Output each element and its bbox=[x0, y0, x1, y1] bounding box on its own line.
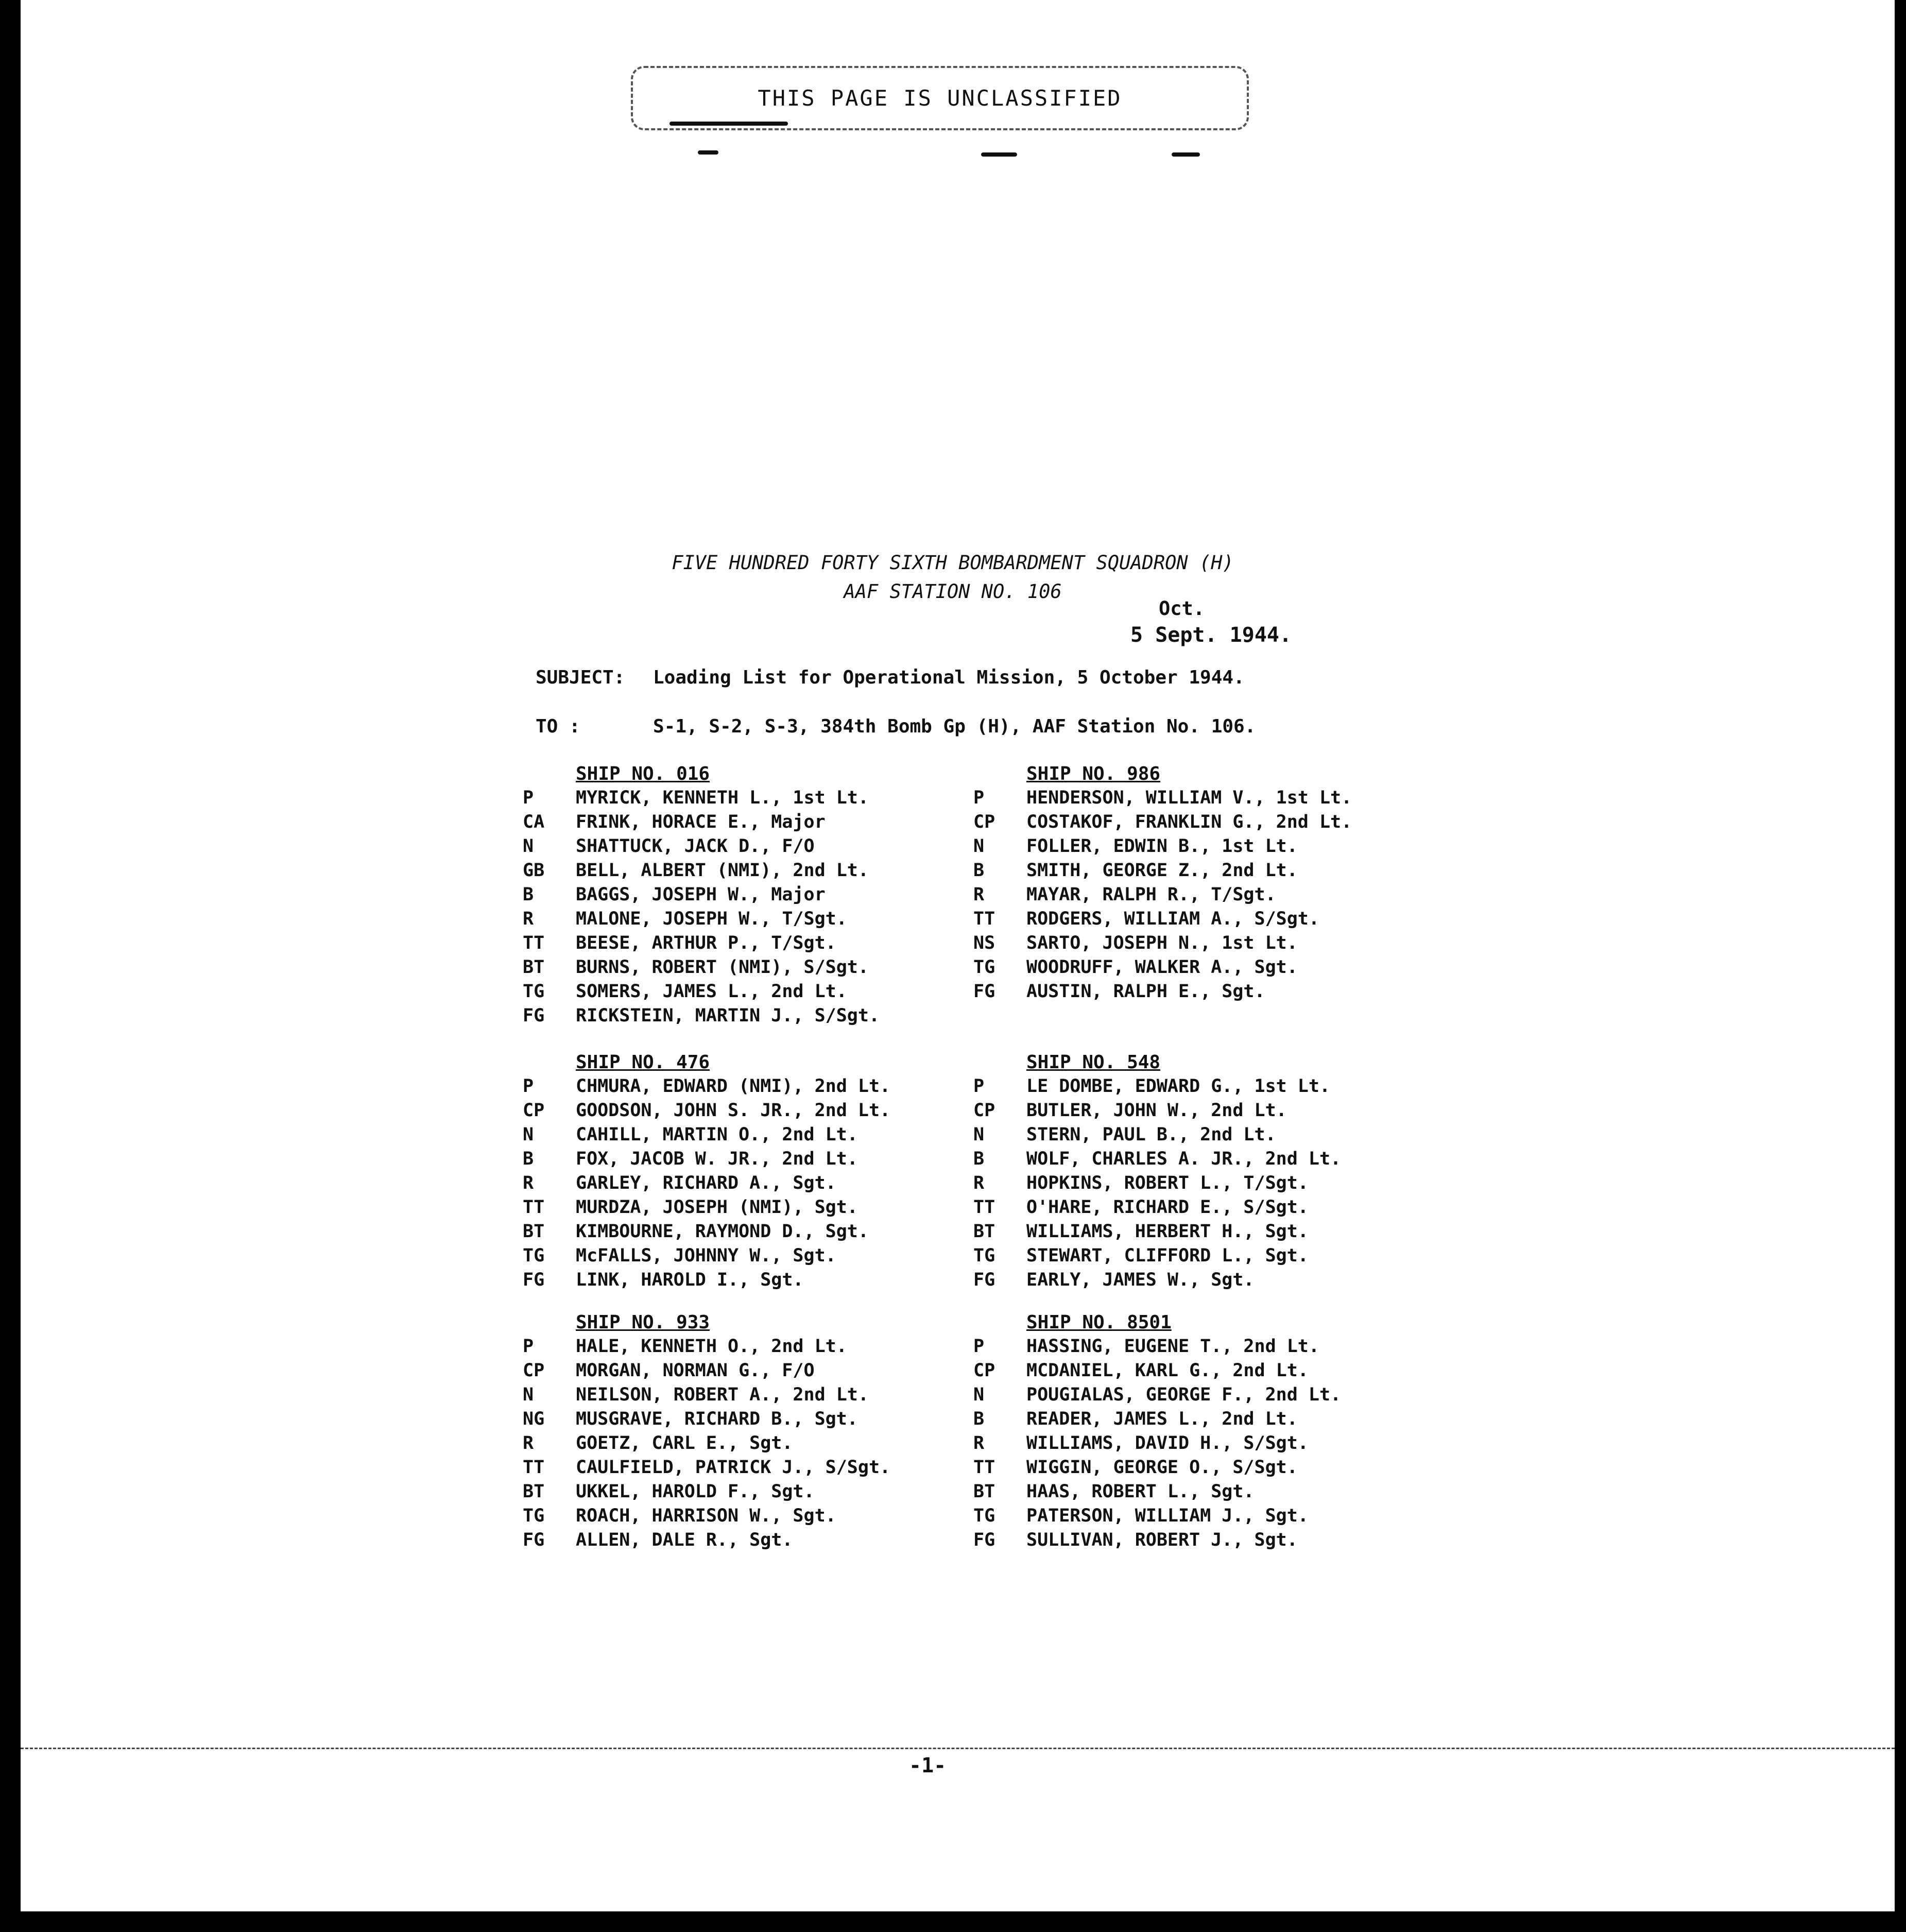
crew-member-name: McFALLS, JOHNNY W., Sgt. bbox=[576, 1245, 836, 1266]
crew-member-name: RODGERS, WILLIAM A., S/Sgt. bbox=[1026, 909, 1319, 929]
crew-position: FG bbox=[973, 981, 995, 1002]
crew-row bbox=[973, 980, 1365, 1004]
date-correction: Oct. bbox=[1159, 597, 1205, 620]
ship-block bbox=[973, 1311, 1365, 1552]
crew-row bbox=[523, 1359, 914, 1383]
crew-position: R bbox=[523, 1433, 534, 1454]
crew-position: TG bbox=[973, 957, 995, 978]
crew-member-name: HASSING, EUGENE T., 2nd Lt. bbox=[1026, 1336, 1319, 1357]
crew-position: CP bbox=[973, 1100, 995, 1121]
crew-position: N bbox=[973, 1384, 985, 1405]
crew-row bbox=[973, 931, 1365, 955]
crew-position: R bbox=[973, 1433, 985, 1454]
document-header bbox=[659, 549, 1246, 606]
crew-row bbox=[973, 1504, 1365, 1528]
crew-position: TT bbox=[523, 1197, 545, 1218]
crew-member-name: EARLY, JAMES W., Sgt. bbox=[1026, 1270, 1255, 1290]
crew-member-name: RICKSTEIN, MARTIN J., S/Sgt. bbox=[576, 1005, 880, 1026]
crew-member-name: MAYAR, RALPH R., T/Sgt. bbox=[1026, 884, 1276, 905]
crew-position: BT bbox=[973, 1481, 995, 1502]
crew-member-name: GOETZ, CARL E., Sgt. bbox=[576, 1433, 793, 1454]
crew-position: TT bbox=[973, 1457, 995, 1478]
crew-position: CP bbox=[973, 812, 995, 832]
crew-row bbox=[973, 786, 1365, 810]
crew-row bbox=[523, 1195, 914, 1220]
crew-position: BT bbox=[973, 1221, 995, 1242]
crew-row bbox=[523, 1335, 914, 1359]
crew-position: FG bbox=[523, 1530, 545, 1550]
crew-member-name: FOX, JACOB W. JR., 2nd Lt. bbox=[576, 1149, 858, 1169]
crew-member-name: WILLIAMS, HERBERT H., Sgt. bbox=[1026, 1221, 1309, 1242]
crew-member-name: ROACH, HARRISON W., Sgt. bbox=[576, 1506, 836, 1526]
crew-row bbox=[973, 955, 1365, 980]
crew-position: TG bbox=[973, 1506, 995, 1526]
crew-member-name: HOPKINS, ROBERT L., T/Sgt. bbox=[1026, 1173, 1309, 1193]
crew-position: N bbox=[523, 836, 534, 857]
scan-border-left bbox=[0, 0, 21, 1932]
crew-position: FG bbox=[973, 1530, 995, 1550]
crew-member-name: PATERSON, WILLIAM J., Sgt. bbox=[1026, 1506, 1309, 1526]
crew-position: B bbox=[973, 1149, 985, 1169]
crew-position: TT bbox=[973, 1197, 995, 1218]
crew-position: CP bbox=[523, 1100, 545, 1121]
crew-member-name: STERN, PAUL B., 2nd Lt. bbox=[1026, 1124, 1276, 1145]
crew-row bbox=[973, 883, 1365, 907]
crew-row bbox=[523, 907, 914, 931]
crew-row bbox=[523, 834, 914, 859]
crew-member-name: SHATTUCK, JACK D., F/O bbox=[576, 836, 815, 857]
ship-number: SHIP NO. 016 bbox=[576, 763, 710, 784]
to-line bbox=[536, 716, 1256, 737]
crew-row bbox=[973, 1383, 1365, 1407]
crew-member-name: MURDZA, JOSEPH (NMI), Sgt. bbox=[576, 1197, 858, 1218]
crew-row bbox=[523, 1480, 914, 1504]
crew-member-name: MORGAN, NORMAN G., F/O bbox=[576, 1360, 815, 1381]
crew-position: TG bbox=[523, 1245, 545, 1266]
crew-position: B bbox=[973, 1409, 985, 1429]
footer-divider bbox=[21, 1748, 1895, 1749]
ship-block bbox=[523, 1311, 914, 1552]
crew-row bbox=[523, 1123, 914, 1147]
crew-row bbox=[973, 1528, 1365, 1552]
crew-row bbox=[523, 859, 914, 883]
ship-number: SHIP NO. 986 bbox=[1026, 763, 1161, 784]
crew-row bbox=[523, 1504, 914, 1528]
crew-member-name: UKKEL, HAROLD F., Sgt. bbox=[576, 1481, 815, 1502]
crew-position: FG bbox=[973, 1270, 995, 1290]
station-name: AAF STATION NO. 106 bbox=[844, 580, 1062, 603]
crew-position: BT bbox=[523, 1221, 545, 1242]
crew-position: R bbox=[523, 909, 534, 929]
crew-position: TT bbox=[973, 909, 995, 929]
crew-position: CP bbox=[973, 1360, 995, 1381]
crew-row bbox=[973, 1268, 1365, 1292]
crew-row bbox=[523, 1431, 914, 1456]
crew-member-name: SMITH, GEORGE Z., 2nd Lt. bbox=[1026, 860, 1298, 881]
crew-member-name: WOLF, CHARLES A. JR., 2nd Lt. bbox=[1026, 1149, 1342, 1169]
crew-row bbox=[973, 1335, 1365, 1359]
crew-position: N bbox=[523, 1384, 534, 1405]
crew-member-name: CAULFIELD, PATRICK J., S/Sgt. bbox=[576, 1457, 891, 1478]
page-number: -1- bbox=[909, 1754, 947, 1777]
crew-member-name: GOODSON, JOHN S. JR., 2nd Lt. bbox=[576, 1100, 891, 1121]
crew-position: TG bbox=[523, 981, 545, 1002]
crew-position: N bbox=[973, 1124, 985, 1145]
crew-row bbox=[973, 834, 1365, 859]
crew-row bbox=[523, 1004, 914, 1028]
crew-row bbox=[973, 1480, 1365, 1504]
scan-border-right bbox=[1895, 0, 1906, 1932]
crew-member-name: BUTLER, JOHN W., 2nd Lt. bbox=[1026, 1100, 1287, 1121]
crew-member-name: MYRICK, KENNETH L., 1st Lt. bbox=[576, 788, 869, 808]
crew-row bbox=[523, 1383, 914, 1407]
crew-row bbox=[523, 1268, 914, 1292]
crew-position: R bbox=[973, 884, 985, 905]
crew-position: P bbox=[523, 1336, 534, 1357]
crew-member-name: HENDERSON, WILLIAM V., 1st Lt. bbox=[1026, 788, 1352, 808]
ship-number: SHIP NO. 933 bbox=[576, 1312, 710, 1333]
ship-block bbox=[973, 1051, 1365, 1292]
ship-number: SHIP NO. 476 bbox=[576, 1052, 710, 1073]
crew-row bbox=[523, 931, 914, 955]
ship-block bbox=[523, 762, 914, 1028]
crew-position: TT bbox=[523, 933, 545, 953]
crew-row bbox=[973, 859, 1365, 883]
ink-smudge bbox=[698, 150, 718, 155]
crew-member-name: O'HARE, RICHARD E., S/Sgt. bbox=[1026, 1197, 1309, 1218]
ink-smudge bbox=[981, 152, 1017, 157]
crew-position: P bbox=[973, 788, 985, 808]
crew-row bbox=[973, 1147, 1365, 1171]
crew-member-name: POUGIALAS, GEORGE F., 2nd Lt. bbox=[1026, 1384, 1342, 1405]
crew-member-name: LINK, HAROLD I., Sgt. bbox=[576, 1270, 804, 1290]
crew-position: FG bbox=[523, 1270, 545, 1290]
crew-member-name: FOLLER, EDWIN B., 1st Lt. bbox=[1026, 836, 1298, 857]
ship-block bbox=[973, 762, 1365, 1004]
crew-member-name: MUSGRAVE, RICHARD B., Sgt. bbox=[576, 1409, 858, 1429]
crew-position: FG bbox=[523, 1005, 545, 1026]
crew-row bbox=[973, 907, 1365, 931]
crew-member-name: BAGGS, JOSEPH W., Major bbox=[576, 884, 826, 905]
crew-row bbox=[523, 1147, 914, 1171]
crew-row bbox=[973, 1431, 1365, 1456]
crew-position: P bbox=[523, 788, 534, 808]
crew-row bbox=[523, 883, 914, 907]
crew-member-name: NEILSON, ROBERT A., 2nd Lt. bbox=[576, 1384, 869, 1405]
crew-position: NS bbox=[973, 933, 995, 953]
crew-row bbox=[523, 980, 914, 1004]
crew-row bbox=[523, 1528, 914, 1552]
ship-block bbox=[523, 1051, 914, 1292]
crew-row bbox=[523, 1171, 914, 1195]
crew-position: CP bbox=[523, 1360, 545, 1381]
crew-row bbox=[973, 1171, 1365, 1195]
crew-row bbox=[973, 1244, 1365, 1268]
ink-smudge bbox=[669, 122, 788, 126]
crew-row bbox=[973, 1074, 1365, 1099]
crew-row bbox=[973, 1456, 1365, 1480]
to-label: TO : bbox=[536, 716, 580, 737]
crew-member-name: HALE, KENNETH O., 2nd Lt. bbox=[576, 1336, 847, 1357]
crew-row bbox=[973, 810, 1365, 834]
crew-row bbox=[973, 1220, 1365, 1244]
crew-row bbox=[523, 1220, 914, 1244]
subject-label: SUBJECT: bbox=[536, 667, 625, 688]
crew-position: NG bbox=[523, 1409, 545, 1429]
crew-position: N bbox=[973, 836, 985, 857]
crew-member-name: LE DOMBE, EDWARD G., 1st Lt. bbox=[1026, 1076, 1331, 1097]
crew-position: BT bbox=[523, 1481, 545, 1502]
crew-member-name: BURNS, ROBERT (NMI), S/Sgt. bbox=[576, 957, 869, 978]
crew-row bbox=[523, 786, 914, 810]
crew-row bbox=[523, 955, 914, 980]
crew-member-name: WIGGIN, GEORGE O., S/Sgt. bbox=[1026, 1457, 1298, 1478]
crew-position: GB bbox=[523, 860, 545, 881]
ink-smudge bbox=[1172, 152, 1200, 157]
crew-position: TG bbox=[523, 1506, 545, 1526]
crew-row bbox=[523, 1456, 914, 1480]
crew-member-name: HAAS, ROBERT L., Sgt. bbox=[1026, 1481, 1255, 1502]
crew-member-name: AUSTIN, RALPH E., Sgt. bbox=[1026, 981, 1265, 1002]
crew-position: TG bbox=[973, 1245, 995, 1266]
crew-member-name: ALLEN, DALE R., Sgt. bbox=[576, 1530, 793, 1550]
crew-member-name: MCDANIEL, KARL G., 2nd Lt. bbox=[1026, 1360, 1309, 1381]
crew-position: TT bbox=[523, 1457, 545, 1478]
squadron-name: FIVE HUNDRED FORTY SIXTH BOMBARDMENT SQUADRON (H) bbox=[672, 552, 1234, 574]
crew-row bbox=[973, 1123, 1365, 1147]
crew-row bbox=[523, 1099, 914, 1123]
classification-stamp bbox=[631, 66, 1249, 130]
crew-row bbox=[523, 810, 914, 834]
subject-text: Loading List for Operational Mission, 5 October 1944. bbox=[653, 667, 1245, 688]
crew-member-name: SOMERS, JAMES L., 2nd Lt. bbox=[576, 981, 847, 1002]
crew-position: N bbox=[523, 1124, 534, 1145]
crew-row bbox=[973, 1407, 1365, 1431]
crew-member-name: KIMBOURNE, RAYMOND D., Sgt. bbox=[576, 1221, 869, 1242]
crew-position: P bbox=[523, 1076, 534, 1097]
crew-position: P bbox=[973, 1076, 985, 1097]
crew-member-name: WOODRUFF, WALKER A., Sgt. bbox=[1026, 957, 1298, 978]
crew-row bbox=[973, 1195, 1365, 1220]
crew-position: R bbox=[973, 1173, 985, 1193]
crew-row bbox=[523, 1407, 914, 1431]
crew-row bbox=[523, 1074, 914, 1099]
crew-member-name: CHMURA, EDWARD (NMI), 2nd Lt. bbox=[576, 1076, 891, 1097]
document-date: 5 Sept. 1944. bbox=[1130, 623, 1292, 647]
crew-position: CA bbox=[523, 812, 545, 832]
crew-member-name: BEESE, ARTHUR P., T/Sgt. bbox=[576, 933, 836, 953]
crew-position: P bbox=[973, 1336, 985, 1357]
crew-member-name: STEWART, CLIFFORD L., Sgt. bbox=[1026, 1245, 1309, 1266]
crew-member-name: MALONE, JOSEPH W., T/Sgt. bbox=[576, 909, 847, 929]
crew-member-name: READER, JAMES L., 2nd Lt. bbox=[1026, 1409, 1298, 1429]
subject-line bbox=[536, 667, 1245, 688]
crew-row bbox=[523, 1244, 914, 1268]
ship-number: SHIP NO. 8501 bbox=[1026, 1312, 1172, 1333]
crew-member-name: GARLEY, RICHARD A., Sgt. bbox=[576, 1173, 836, 1193]
crew-member-name: SARTO, JOSEPH N., 1st Lt. bbox=[1026, 933, 1298, 953]
crew-member-name: FRINK, HORACE E., Major bbox=[576, 812, 826, 832]
crew-member-name: BELL, ALBERT (NMI), 2nd Lt. bbox=[576, 860, 869, 881]
scan-border-bottom bbox=[0, 1911, 1906, 1932]
crew-position: R bbox=[523, 1173, 534, 1193]
crew-position: B bbox=[523, 884, 534, 905]
classification-text: THIS PAGE IS UNCLASSIFIED bbox=[758, 86, 1122, 111]
to-text: S-1, S-2, S-3, 384th Bomb Gp (H), AAF Station No. 106. bbox=[653, 716, 1256, 737]
crew-row bbox=[973, 1099, 1365, 1123]
crew-member-name: CAHILL, MARTIN O., 2nd Lt. bbox=[576, 1124, 858, 1145]
crew-member-name: COSTAKOF, FRANKLIN G., 2nd Lt. bbox=[1026, 812, 1352, 832]
crew-position: B bbox=[973, 860, 985, 881]
crew-member-name: WILLIAMS, DAVID H., S/Sgt. bbox=[1026, 1433, 1309, 1454]
crew-position: BT bbox=[523, 957, 545, 978]
crew-position: B bbox=[523, 1149, 534, 1169]
crew-row bbox=[973, 1359, 1365, 1383]
crew-member-name: SULLIVAN, ROBERT J., Sgt. bbox=[1026, 1530, 1298, 1550]
ship-number: SHIP NO. 548 bbox=[1026, 1052, 1161, 1073]
